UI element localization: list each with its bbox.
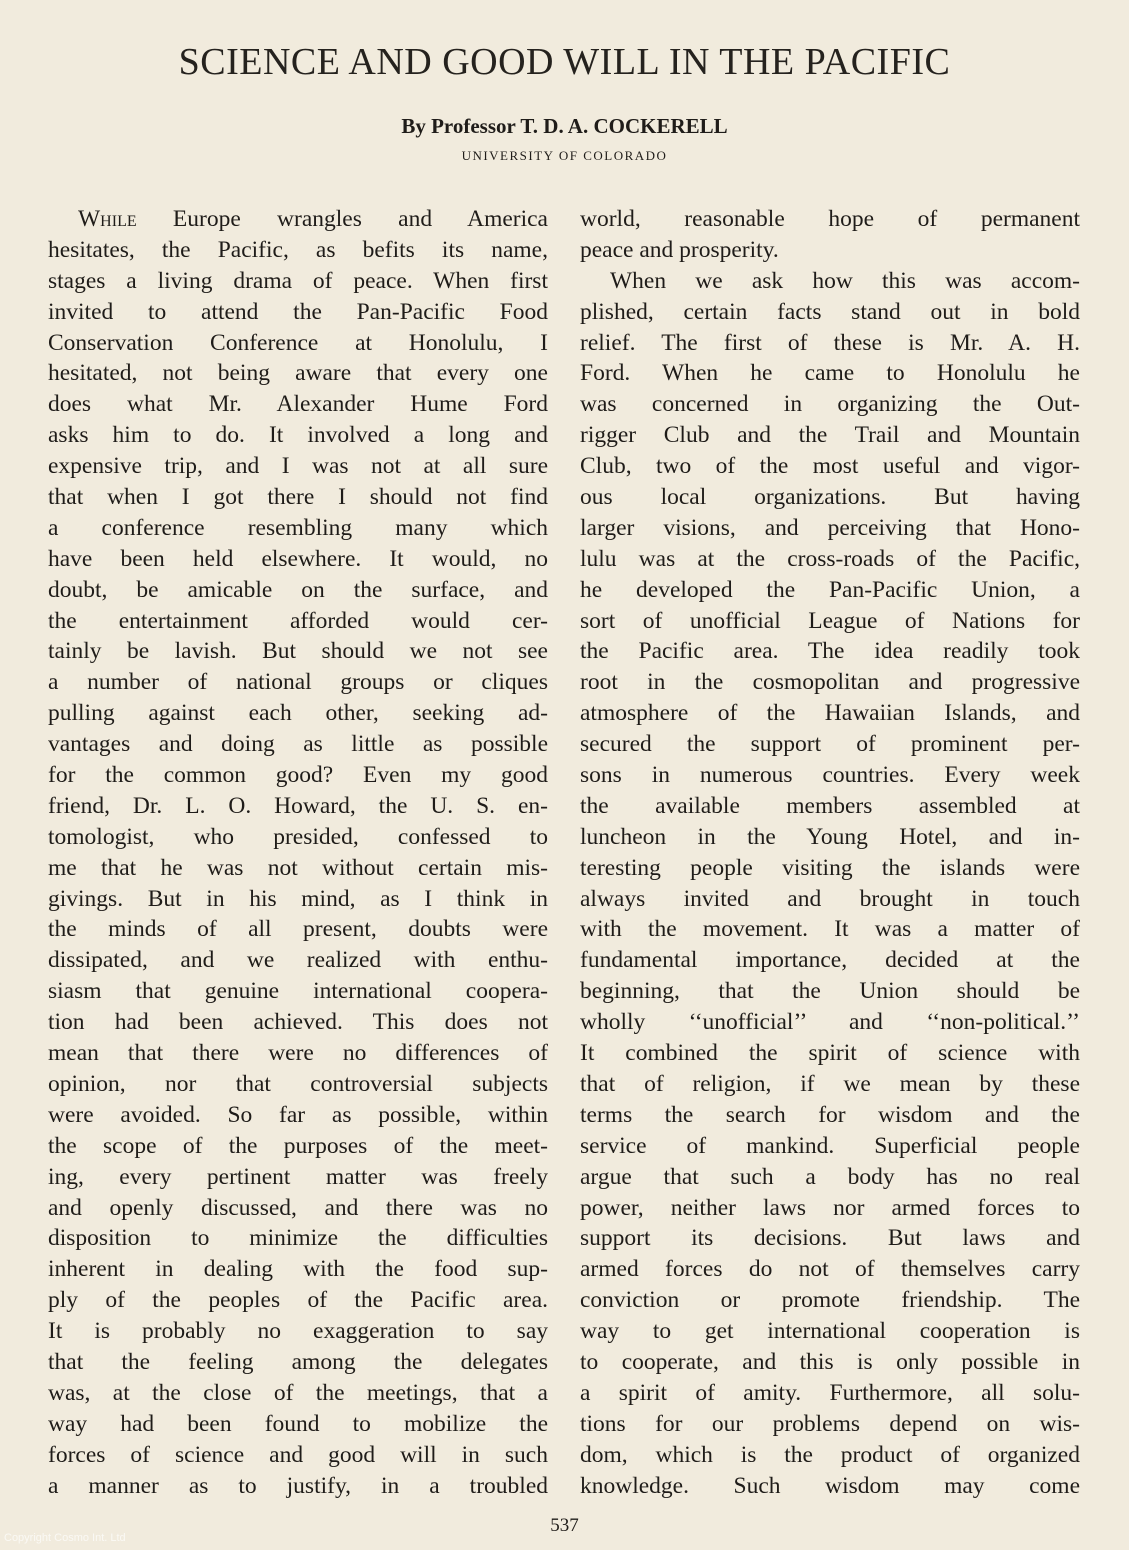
text-line: lulu was at the cross-roads of the Pacific, <box>580 545 1080 572</box>
text-line: teresting people visiting the islands were <box>580 854 1080 881</box>
text-line: opinion, nor that controversial subjects <box>48 1070 548 1097</box>
text-line: doubt, be amicable on the surface, and <box>48 576 548 603</box>
text-line: the Pacific area. The idea readily took <box>580 638 1080 665</box>
text-line: asks him to do. It involved a long and <box>48 422 548 449</box>
text-line: ous local organizations. But having <box>580 484 1080 511</box>
text-line: world, reasonable hope of permanent <box>580 206 1080 232</box>
text-line: the available members assembled at <box>580 792 1080 819</box>
text-line: vantages and doing as little as possible <box>48 731 548 758</box>
text-line: service of mankind. Superficial people <box>580 1132 1080 1159</box>
text-line: atmosphere of the Hawaiian Islands, and <box>580 700 1080 727</box>
text-line: ply of the peoples of the Pacific area. <box>48 1287 548 1314</box>
author-affiliation: UNIVERSITY OF COLORADO <box>461 148 668 163</box>
text-line: was concerned in organizing the Out- <box>580 391 1080 418</box>
text-line: stages a living drama of peace. When first <box>48 267 548 294</box>
text-line: pulling against each other, seeking ad- <box>48 700 548 727</box>
text-line: expensive trip, and I was not at all sure <box>48 453 548 480</box>
text-line: the minds of all present, doubts were <box>48 916 548 943</box>
text-line: were avoided. So far as possible, within <box>48 1101 548 1128</box>
text-line: that when I got there I should not find <box>48 484 548 511</box>
text-line: peace and prosperity. <box>580 236 779 263</box>
text-line: mean that there were no differences of <box>48 1040 548 1067</box>
text-line: the entertainment afforded would cer- <box>48 607 548 634</box>
text-line: siasm that genuine international coopera- <box>48 978 548 1005</box>
text-line: hesitates, the Pacific, as befits its name, <box>48 236 548 263</box>
text-line: Ford. When he came to Honolulu he <box>580 360 1080 387</box>
text-line: givings. But in his mind, as I think in <box>48 885 548 912</box>
text-line: does what Mr. Alexander Hume Ford <box>48 391 548 418</box>
text-line: Conservation Conference at Honolulu, I <box>48 329 548 356</box>
text-line: Club, two of the most useful and vigor- <box>580 453 1080 480</box>
text-line: a number of national groups or cliques <box>48 669 548 696</box>
article-title: SCIENCE AND GOOD WILL IN THE PACIFIC <box>178 41 951 83</box>
text-line: armed forces do not of themselves carry <box>580 1256 1080 1283</box>
right-text-column <box>580 204 1080 1501</box>
text-line: with the movement. It was a matter of <box>580 916 1080 943</box>
text-line: terms the search for wisdom and the <box>580 1101 1080 1128</box>
text-line: tomologist, who presided, confessed to <box>48 823 548 850</box>
text-line: have been held elsewhere. It would, no <box>48 545 548 572</box>
text-line: for the common good? Even my good <box>48 762 548 789</box>
text-line: way had been found to mobilize the <box>48 1410 548 1437</box>
text-line: It is probably no exaggeration to say <box>48 1318 548 1345</box>
text-line: invited to attend the Pan-Pacific Food <box>48 298 548 325</box>
text-line: a spirit of amity. Furthermore, all solu- <box>580 1379 1080 1406</box>
text-line: dom, which is the product of organized <box>580 1441 1080 1468</box>
text-line <box>48 204 548 235</box>
text-line: rigger Club and the Trail and Mountain <box>580 422 1080 449</box>
text-line: root in the cosmopolitan and progressive <box>580 669 1080 696</box>
text-line: tion had been achieved. This does not <box>48 1009 548 1036</box>
text-line-rest: Europe wrangles and America <box>136 206 548 232</box>
text-line: that the feeling among the delegates <box>48 1348 548 1375</box>
text-line: me that he was not without certain mis- <box>48 854 548 881</box>
text-line: always invited and brought in touch <box>580 885 1080 912</box>
lead-in-word: While <box>78 206 137 232</box>
text-line: hesitated, not being aware that every one <box>48 360 548 387</box>
text-line: tions for our problems depend on wis- <box>580 1410 1080 1437</box>
text-line: and openly discussed, and there was no <box>48 1194 548 1221</box>
text-line: plished, certain facts stand out in bold <box>580 298 1080 325</box>
text-line: ing, every pertinent matter was freely <box>48 1163 548 1190</box>
text-line: secured the support of prominent per- <box>580 731 1080 758</box>
text-line: sort of unofficial League of Nations for <box>580 607 1080 634</box>
text-line: disposition to minimize the difficulties <box>48 1225 548 1252</box>
text-line: the scope of the purposes of the meet- <box>48 1132 548 1159</box>
text-line: tainly be lavish. But should we not see <box>48 638 548 665</box>
text-line: a manner as to justify, in a troubled <box>48 1472 548 1499</box>
text-line: relief. The first of these is Mr. A. H. <box>580 329 1080 356</box>
text-line: he developed the Pan-Pacific Union, a <box>580 576 1080 603</box>
copyright-watermark: Copyright Cosmo Int. Ltd <box>4 1532 126 1544</box>
text-line: sons in numerous countries. Every week <box>580 762 1080 789</box>
text-line: that of religion, if we mean by these <box>580 1070 1080 1097</box>
text-line: argue that such a body has no real <box>580 1163 1080 1190</box>
text-line: beginning, that the Union should be <box>580 978 1080 1005</box>
author-byline: By Professor T. D. A. COCKERELL <box>401 114 728 138</box>
text-line: support its decisions. But laws and <box>580 1225 1080 1252</box>
text-line: forces of science and good will in such <box>48 1441 548 1468</box>
page-number: 537 <box>550 1515 579 1536</box>
text-line: friend, Dr. L. O. Howard, the U. S. en- <box>48 792 548 819</box>
text-line: luncheon in the Young Hotel, and in- <box>580 823 1080 850</box>
text-line: wholly ‘‘unofficial’’ and ‘‘non-political.’’ <box>580 1009 1080 1036</box>
text-line: power, neither laws nor armed forces to <box>580 1194 1080 1221</box>
text-line: larger visions, and perceiving that Hono- <box>580 514 1080 541</box>
text-line: a conference resembling many which <box>48 514 548 541</box>
text-line: fundamental importance, decided at the <box>580 947 1080 974</box>
text-line: inherent in dealing with the food sup- <box>48 1256 548 1283</box>
text-line: way to get international cooperation is <box>580 1318 1080 1345</box>
text-line: conviction or promote friendship. The <box>580 1287 1080 1314</box>
text-line: to cooperate, and this is only possible in <box>580 1348 1080 1375</box>
text-line: It combined the spirit of science with <box>580 1040 1080 1067</box>
text-line: When we ask how this was accom- <box>610 267 1080 294</box>
text-line: was, at the close of the meetings, that a <box>48 1379 548 1406</box>
text-line: knowledge. Such wisdom may come <box>580 1472 1080 1499</box>
left-text-column <box>48 204 548 1501</box>
text-line: dissipated, and we realized with enthu- <box>48 947 548 974</box>
